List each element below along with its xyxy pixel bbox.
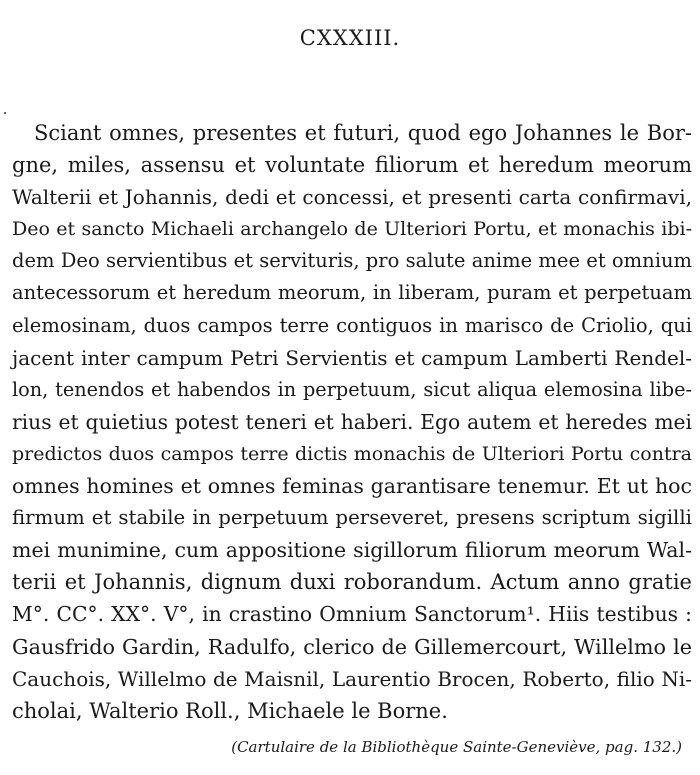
text-line: M°. CC°. XX°. V°, in crastino Omnium Sanctorum¹. Hiis testibus : [12,602,692,627]
text-line: Cauchois, Willelmo de Maisnil, Laurentio Brocen, Roberto, filio Ni- [12,666,692,691]
text-line: Walterii et Johannis, dedi et concessi, et presenti carta confirmavi, [12,185,692,210]
text-line: Deo et sancto Michaeli archangelo de Ulteriori Portu, et monachis ibi- [12,218,692,241]
text-line: mei munimine, cum appositione sigillorum filiorum meorum Wal- [12,538,692,563]
text-line: firmum et stabile in perpetuum perseveret, presens scriptum sigilli [12,506,692,530]
text-line: dem Deo servientibus et servituris, pro salute anime mee et omnium [12,249,692,273]
text-line: predictos duos campos terre dictis monachis de Ulteriori Portu contra [12,442,692,465]
text-line: jacent inter campum Petri Servientis et campum Lamberti Rendel- [12,345,692,370]
text-line: lon, tenendos et habendos in perpetuum, sicut aliqua elemosina libe- [12,377,692,401]
text-line: gne, miles, assensu et voluntate filiorum et heredum meorum [12,153,692,178]
text-line: elemosinam, duos campos terre contiguos in marisco de Criolio, qui [12,313,692,337]
text-line: cholai, Walterio Roll., Michaele le Borne. [12,698,448,723]
charter-body [12,117,692,727]
print-speck [4,112,6,114]
source-citation: (Cartulaire de la Bibliothèque Sainte-Geneviève, pag. 132.) [231,738,682,756]
text-line: rius et quietius potest teneri et haberi. Ego autem et heredes mei [12,409,692,434]
text-line: omnes homines et omnes feminas garantisare tenemur. Et ut hoc [12,474,692,499]
charter-number-heading: CXXXIII. [299,26,401,50]
text-line: Sciant omnes, presentes et futuri, quod ego Johannes le Bor- [34,121,692,145]
text-line: terii et Johannis, dignum duxi roborandum. Actum anno gratie [12,570,692,595]
text-line: antecessorum et heredum meorum, in liberam, puram et perpetuam [12,281,692,305]
text-line: Gausfrido Gardin, Radulfo, clerico de Gillemercourt, Willelmo le [12,634,692,659]
